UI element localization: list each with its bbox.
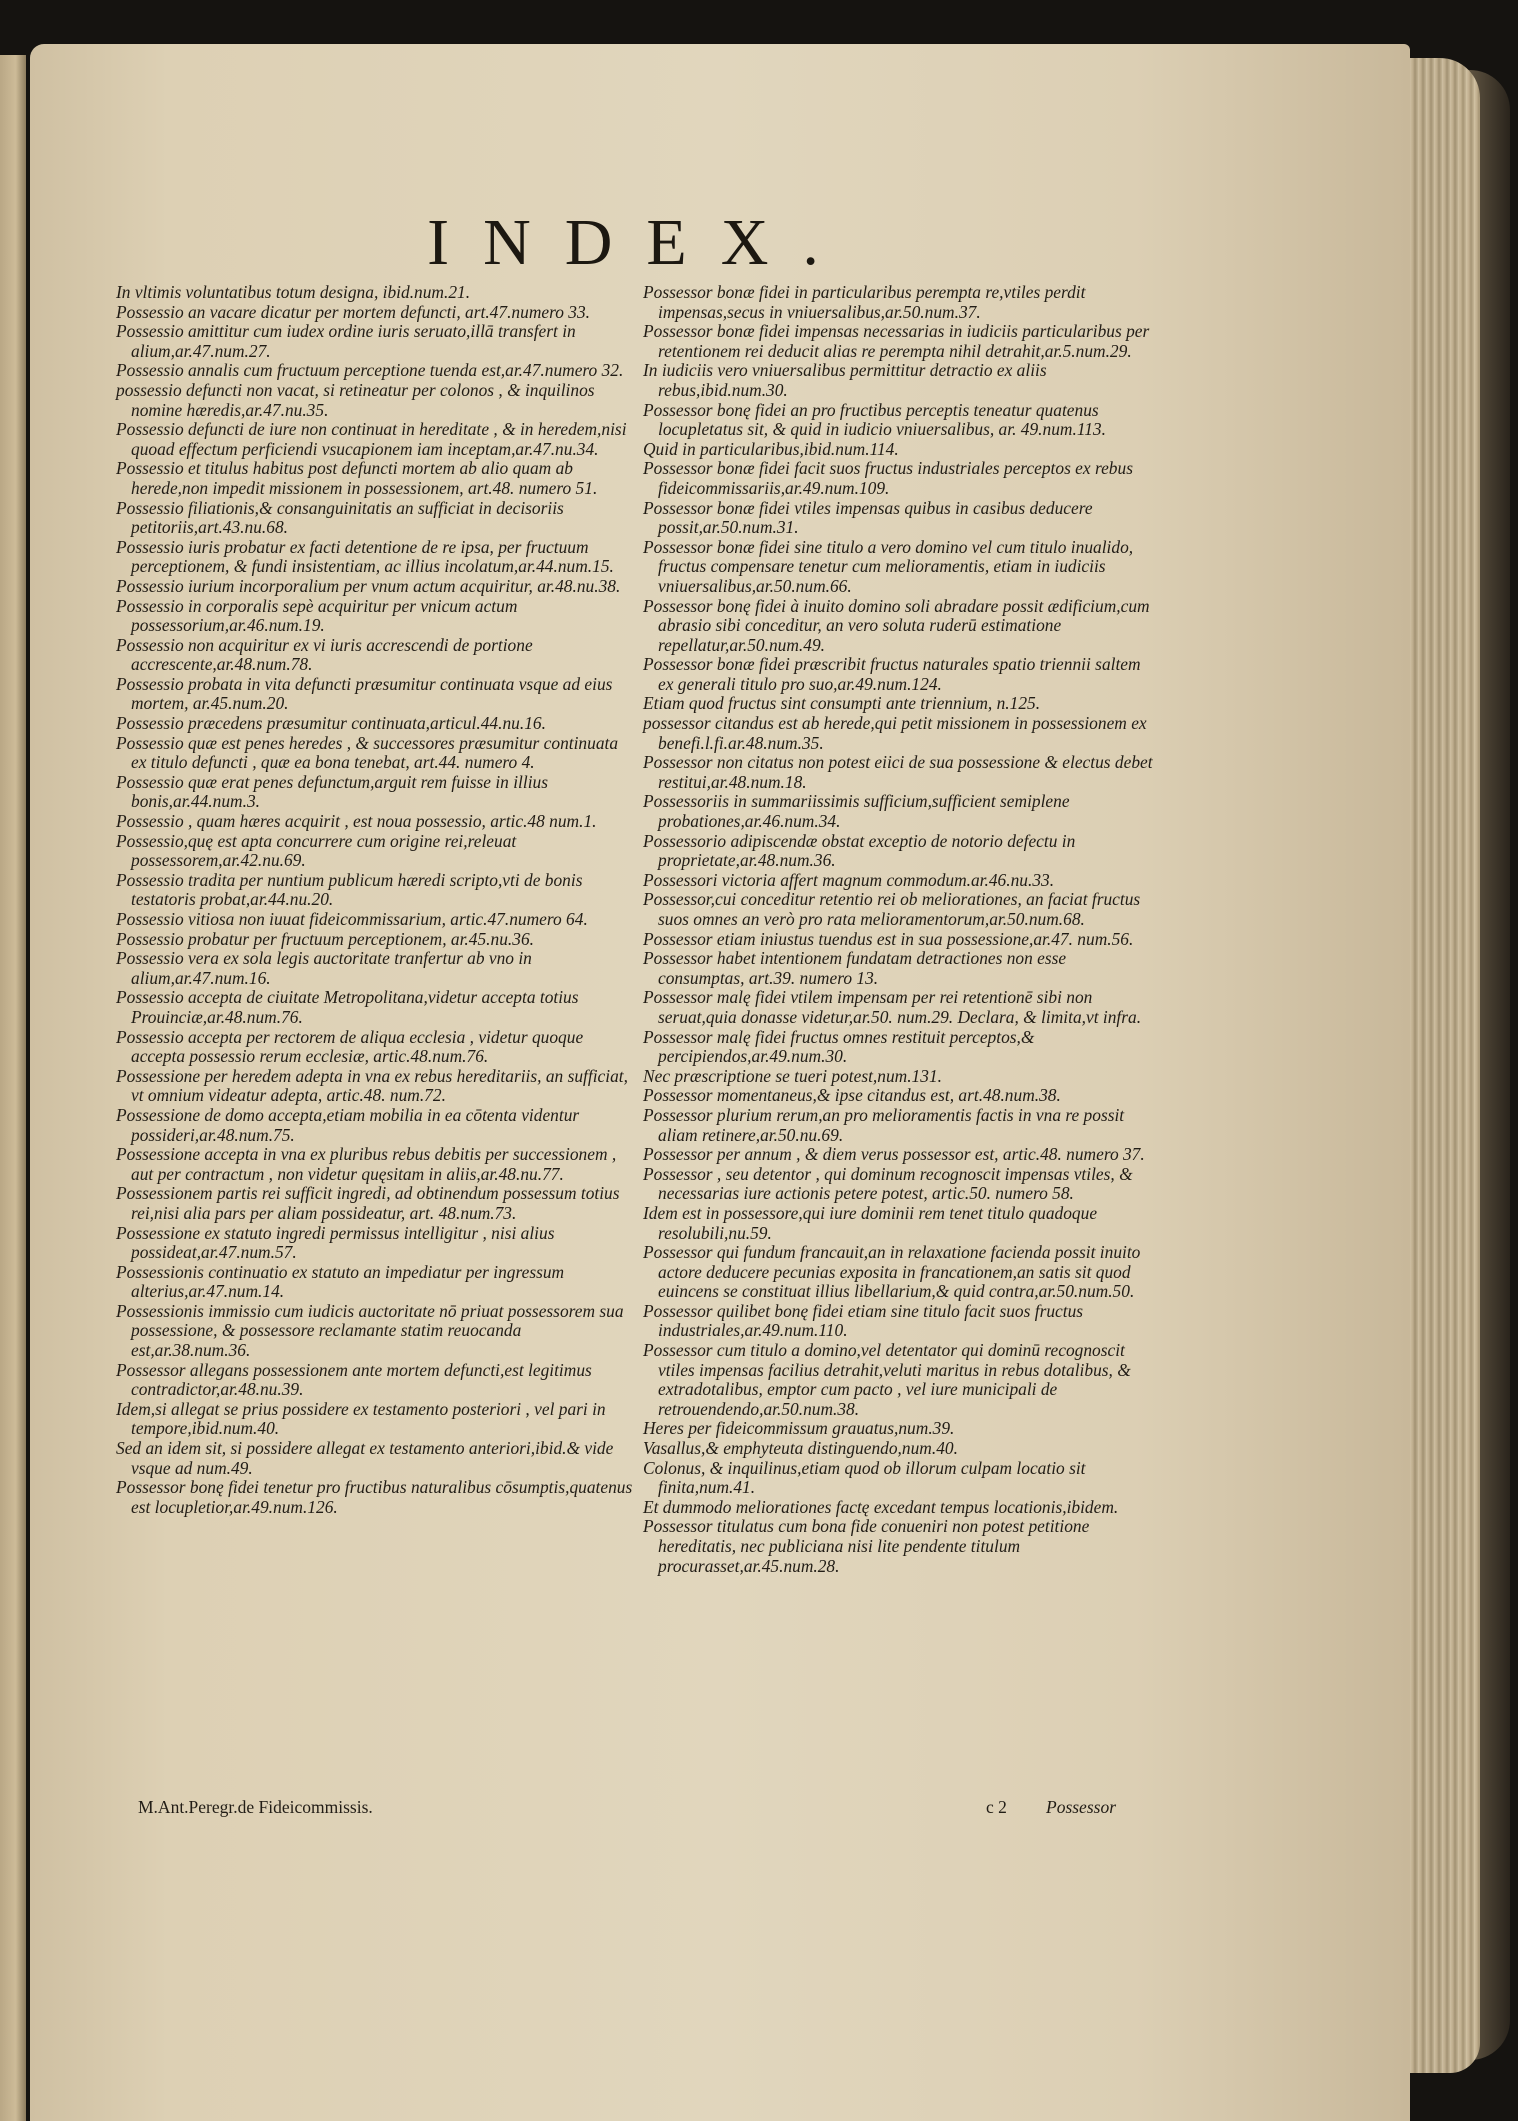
index-entry: Possessio an vacare dicatur per mortem defuncti, art.47.numero 33.: [116, 301, 590, 322]
previous-page-edge: [0, 55, 26, 2121]
index-entry: Possessionis continuatio ex statuto an impediatur per ingressum alterius,ar.47.num.14.: [116, 1261, 565, 1302]
running-footer-title: M.Ant.Peregr.de Fideicommissis.: [138, 1797, 373, 1817]
index-entry: Nec præscriptione se tueri potest,num.131.: [643, 1065, 942, 1086]
index-entry: Possessor bonę fidei à inuito domino soli abradare possit ædificium,cum abrasio sibi conceditur, an vero soluta ruderū estimatione repellatur,ar.50.num.49.: [643, 595, 1150, 655]
index-heading: INDEX.: [427, 206, 853, 279]
index-entry: Possessio et titulus habitus post defuncti mortem ab alio quam ab herede,non impedit missionem in possessionem, art.48. numero 51.: [116, 458, 598, 498]
index-entry: Possessio , quam hæres acquirit , est noua possessio, artic.48 num.1.: [116, 811, 597, 832]
catchword: Possessor: [1046, 1797, 1117, 1817]
index-entry: Possessio accepta per rectorem de aliqua ecclesia , videtur quoque accepta possessio rerum ecclesiæ, artic.48.num.76.: [116, 1026, 584, 1067]
index-entry: Possessor bonę fidei an pro fructibus perceptis teneatur quatenus locupletatus sit, & quid in iudicio vniuersalibus, ar. 49.num.113.: [643, 399, 1106, 440]
index-entry: Possessio quæ est penes heredes , & successores præsumitur continuata ex titulo defuncti , quæ ea bona tenebat, art.44. numero 4.: [116, 732, 619, 773]
signature-mark: c 2: [986, 1797, 1007, 1817]
index-column-right: [643, 283, 1153, 1576]
index-entry: Possessor bonæ fidei præscribit fructus naturales spatio triennii saltem ex generali titulo pro suo,ar.49.num.124.: [643, 654, 1141, 694]
index-entry: Possessor qui fundum francauit,an in relaxatione facienda possit inuito actore deducere pecunias exposita in francationem,an satis sit quod euincens se constituat illius libellarium,& quid contra,ar.50.num.50.: [643, 1242, 1141, 1302]
index-column-left: [116, 283, 636, 1517]
index-entry: Possessio præcedens præsumitur continuata,articul.44.nu.16.: [116, 713, 546, 734]
index-entry: Vasallus,& emphyteuta distinguendo,num.40.: [643, 1438, 958, 1459]
index-entry: Possessio iuris probatur ex facti detentione de re ipsa, per fructuum perceptionem, & fundi insistentiam, ac illius incolatum,ar.44.num.15.: [116, 536, 614, 577]
index-entry: Possessor habet intentionem fundatam detractiones non esse consumptas, art.39. numero 13.: [643, 948, 1067, 988]
index-entry: Possessio quæ erat penes defunctum,arguit rem fuisse in illius bonis,ar.44.num.3.: [116, 771, 549, 812]
index-entry: Possessorio adipiscendæ obstat exceptio de notorio defectu in proprietate,ar.48.num.36.: [643, 830, 1076, 871]
index-entry: Possessio filiationis,& consanguinitatis an sufficiat in decisoriis petitoriis,art.43.nu.68.: [116, 497, 564, 538]
index-entry: Possessor etiam iniustus tuendus est in sua possessione,ar.47. num.56.: [643, 928, 1134, 949]
index-entry: Et dummodo meliorationes factę excedant tempus locationis,ibidem.: [643, 1496, 1119, 1517]
index-entry: Possessio in corporalis sepè acquiritur per vnicum actum possessorium,ar.46.num.19.: [116, 595, 518, 636]
index-entry: Possessione de domo accepta,etiam mobilia in ea cōtenta videntur possideri,ar.48.num.75.: [116, 1104, 580, 1145]
index-entry: Possessor,cui conceditur retentio rei ob meliorationes, an faciat fructus suos omnes an verò pro rata melioramentorum,ar.50.num.68.: [643, 889, 1141, 929]
index-entry: Idem est in possessore,qui iure dominii rem tenet titulo quadoque resolubili,nu.59.: [643, 1202, 1098, 1243]
index-entry: Possessor malę fidei vtilem impensam per rei retentionē sibi non seruat,quia donasse videtur,ar.50. num.29. Declara, & limita,vt infra.: [643, 987, 1142, 1027]
index-entry: Possessor bonæ fidei in particularibus perempta re,vtiles perdit impensas,secus in vniuersalibus,ar.50.num.37.: [643, 282, 1086, 322]
index-entry: Possessio iurium incorporalium per vnum actum acquiritur, ar.48.nu.38.: [116, 575, 621, 596]
index-entry: Possessio annalis cum fructuum perceptione tuenda est,ar.47.numero 32.: [116, 360, 624, 381]
index-entry: Possessio non acquiritur ex vi iuris accrescendi de portione accrescente,ar.48.num.78.: [116, 634, 533, 675]
index-entry: Quid in particularibus,ibid.num.114.: [643, 438, 899, 459]
index-entry: Colonus, & inquilinus,etiam quod ob illorum culpam locatio sit finita,num.41.: [643, 1457, 1086, 1498]
index-entry: Sed an idem sit, si possidere allegat ex testamento anteriori,ibid.& vide vsque ad num.49.: [116, 1438, 614, 1478]
index-entry: Possessio amittitur cum iudex ordine iuris seruato,illā transfert in alium,ar.47.num.27.: [116, 321, 576, 361]
index-entry: Idem,si allegat se prius possidere ex testamento posteriori , vel pari in tempore,ibid.num.40.: [116, 1398, 606, 1439]
index-entry: Etiam quod fructus sint consumpti ante triennium, n.125.: [643, 693, 1041, 714]
index-entry: Possessor titulatus cum bona fide conueniri non potest petitione hereditatis, nec publiciana nisi lite pendente titulum procurasset,ar.45.num.28.: [643, 1516, 1090, 1576]
index-entry: In vltimis voluntatibus totum designa, ibid.num.21.: [116, 282, 471, 302]
index-entry: possessio defuncti non vacat, si retineatur per colonos , & inquilinos nomine hæredis,ar.47.nu.35.: [116, 379, 595, 420]
index-entry: Possessor bonæ fidei vtiles impensas quibus in casibus deducere possit,ar.50.num.31.: [643, 497, 1093, 538]
index-entry: Possessori victoria affert magnum commodum.ar.46.nu.33.: [643, 869, 1055, 890]
index-entry: Possessoriis in summariissimis sufficium,sufficient semiplene probationes,ar.46.num.34.: [643, 791, 1070, 832]
index-entry: Possessor cum titulo a domino,vel detentator qui dominū recognoscit vtiles impensas facilius detrahit,veluti maritus in rebus dotalibus, & extradotalibus, emptor cum pacto , vel iure municipali de retrouendendo,ar.50.num.38.: [643, 1340, 1131, 1419]
index-entry: Possessor malę fidei fructus omnes restituit perceptos,& percipiendos,ar.49.num.30.: [643, 1026, 1035, 1067]
index-entry: Possessionem partis rei sufficit ingredi, ad obtinendum possessum totius rei,nisi alia pars per aliam possideatur, art. 48.num.73.: [116, 1183, 620, 1223]
index-entry: In iudiciis vero vniuersalibus permittitur detractio ex aliis rebus,ibid.num.30.: [643, 360, 1047, 400]
index-entry: Possessor bonę fidei tenetur pro fructibus naturalibus cōsumptis,quatenus est locupletior,ar.49.num.126.: [116, 1477, 633, 1517]
index-entry: Possessor allegans possessionem ante mortem defuncti,est legitimus contradictor,ar.48.nu.39.: [116, 1359, 592, 1400]
index-entry: Possessor , seu detentor , qui dominum recognoscit impensas vtiles, & necessarias iure actionis petere potest, artic.50. numero 58.: [643, 1163, 1133, 1204]
index-entry: Possessor bonæ fidei facit suos fructus industriales perceptos ex rebus fideicommissariis,ar.49.num.109.: [643, 458, 1133, 498]
index-entry: Possessor bonæ fidei impensas necessarias in iudiciis particularibus per retentionem rei deducit alias re perempta nihil detrahit,ar.5.num.29.: [643, 321, 1150, 361]
index-entry: Possessio defuncti de iure non continuat in hereditate , & in heredem,nisi quoad effectum perficiendi vsucapionem iam inceptam,ar.47.nu.34.: [116, 419, 627, 459]
index-entry: Possessor non citatus non potest eiici de sua possessione & electus debet restitui,ar.48.num.18.: [643, 752, 1153, 792]
page-footer: [116, 1797, 1156, 1821]
index-entry: Possessor momentaneus,& ipse citandus est, art.48.num.38.: [643, 1085, 1061, 1106]
index-entry: Heres per fideicommissum grauatus,num.39.: [643, 1418, 955, 1439]
index-entry: possessor citandus est ab herede,qui petit missionem in possessionem ex benefi.l.fi.ar.48.num.35.: [643, 713, 1147, 753]
index-entry: Possessor plurium rerum,an pro melioramentis factis in vna re possit aliam retinere,ar.50.nu.69.: [643, 1104, 1125, 1145]
index-entry: Possessio probatur per fructuum perceptionem, ar.45.nu.36.: [116, 928, 534, 949]
index-entry: Possessio,quę est apta concurrere cum origine rei,releuat possessorem,ar.42.nu.69.: [116, 830, 517, 871]
index-entry: Possessio tradita per nuntium publicum hæredi scripto,vti de bonis testatoris probat,ar.44.nu.20.: [116, 869, 583, 910]
index-entry: Possessio accepta de ciuitate Metropolitana,videtur accepta totius Prouinciæ,ar.48.num.76.: [116, 987, 579, 1027]
index-entry: Possessione per heredem adepta in vna ex rebus hereditariis, an sufficiat, vt omnium videatur adepta, artic.48. num.72.: [116, 1065, 628, 1106]
index-entry: Possessionis immissio cum iudicis auctoritate nō priuat possessorem sua possessione, & possessore reclamante statim reuocanda est,ar.38.num.36.: [116, 1300, 624, 1361]
index-entry: Possessio probata in vita defuncti præsumitur continuata vsque ad eius mortem, ar.45.num.20.: [116, 673, 613, 714]
index-entry: Possessor per annum , & diem verus possessor est, artic.48. numero 37.: [643, 1144, 1145, 1165]
index-entry: Possessor quilibet bonę fidei etiam sine titulo facit suos fructus industriales,ar.49.num.110.: [643, 1300, 1084, 1341]
index-entry: Possessione accepta in vna ex pluribus rebus debitis per successionem , aut per contractum , non videtur quęsitam in aliis,ar.48.nu.77.: [116, 1144, 617, 1184]
index-entry: Possessio vitiosa non iuuat fideicommissarium, artic.47.numero 64.: [116, 909, 588, 929]
index-entry: Possessio vera ex sola legis auctoritate tranfertur ab vno in alium,ar.47.num.16.: [116, 948, 532, 988]
index-entry: Possessor bonæ fidei sine titulo a vero domino vel cum titulo inualido, fructus compensare tenetur cum melioramentis, etiam in iudiciis vniuersalibus,ar.50.num.66.: [643, 536, 1134, 596]
index-entry: Possessione ex statuto ingredi permissus intelligitur , nisi alius possideat,ar.47.num.57.: [116, 1222, 555, 1263]
